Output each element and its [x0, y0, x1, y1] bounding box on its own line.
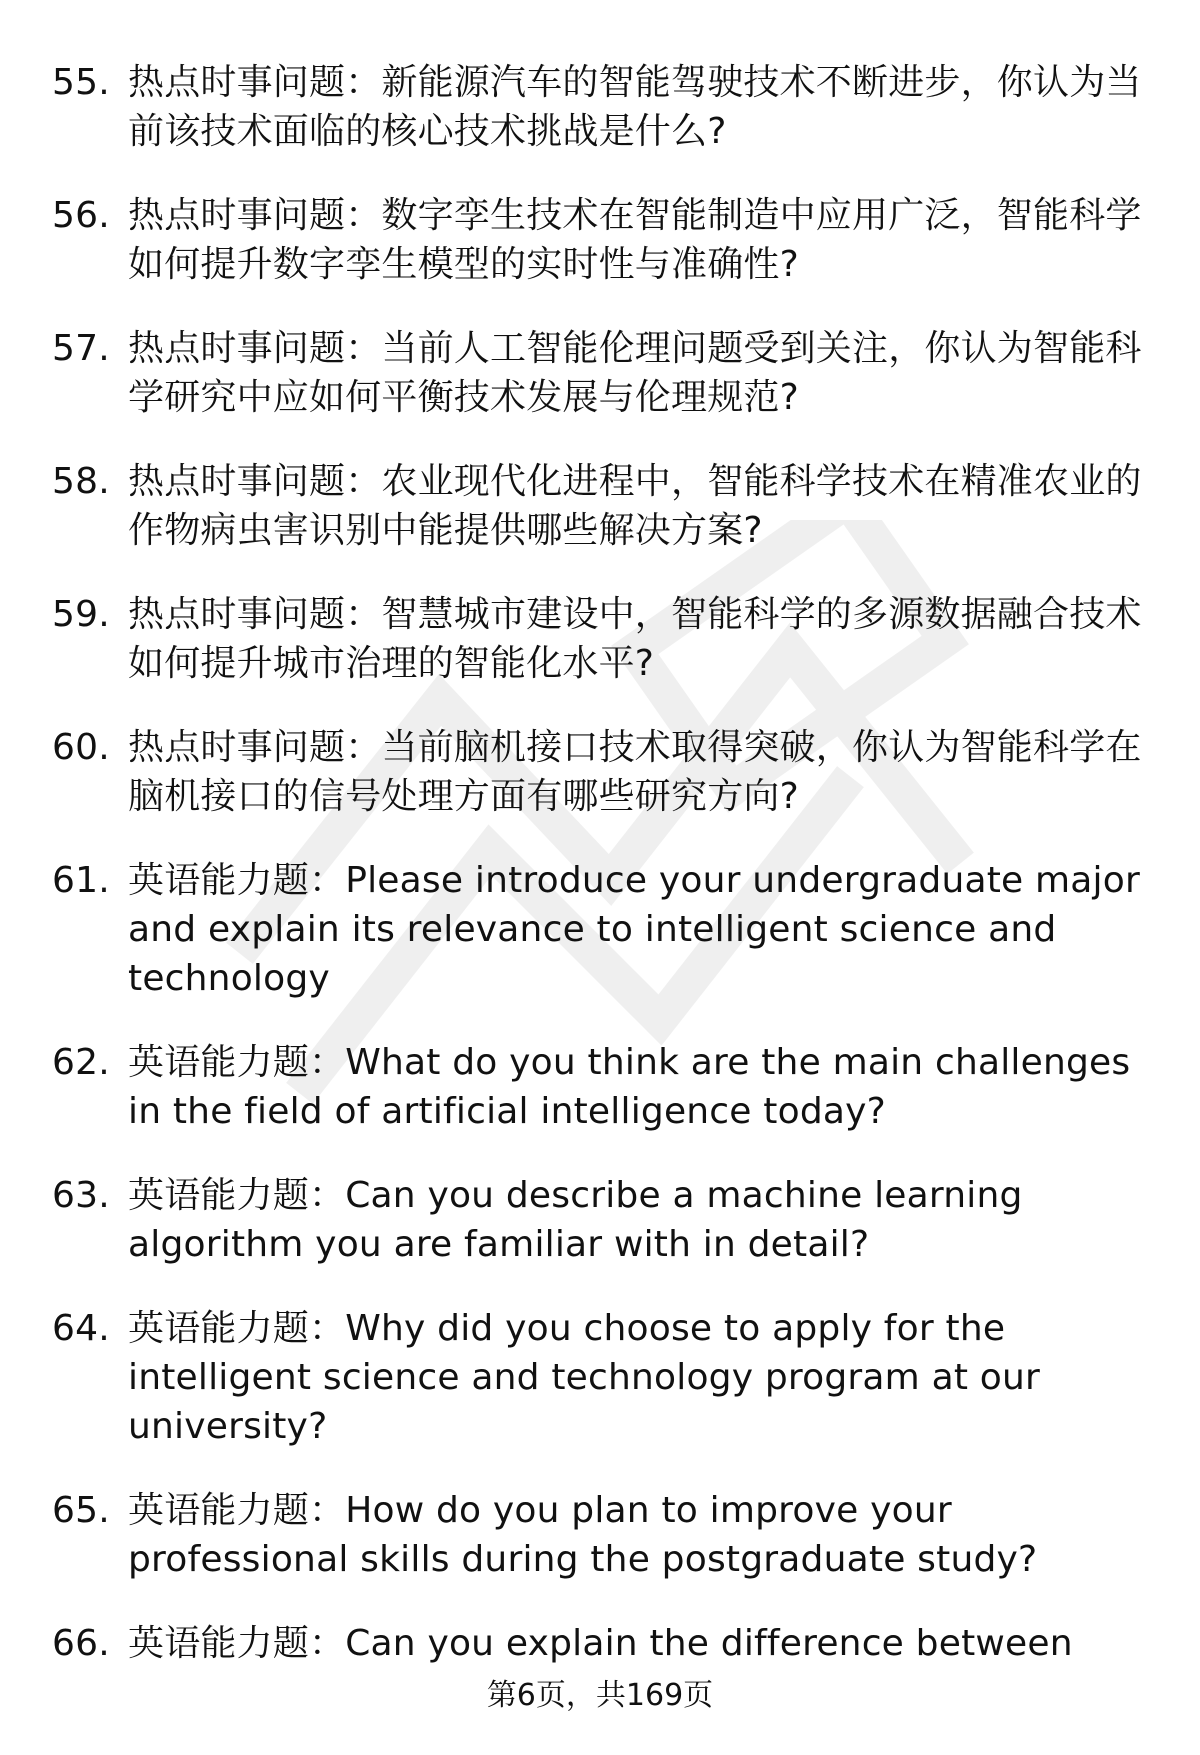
question-text: 热点时事问题：当前人工智能伦理问题受到关注，你认为智能科学研究中应如何平衡技术发展与伦理规范?: [128, 328, 1142, 418]
question-text: 英语能力题：What do you think are the main challenges in the field of artificial intelligence today?: [128, 1042, 1131, 1132]
question-item-62: [0, 1038, 1200, 1136]
question-number: 65.: [52, 1490, 110, 1531]
question-item-61: [0, 856, 1200, 1003]
question-text: 英语能力题：Please introduce your undergraduate major and explain its relevance to intelligent science and technology: [128, 860, 1140, 999]
question-text: 英语能力题：Can you explain the difference between: [128, 1623, 1073, 1664]
question-text: 英语能力题：Can you describe a machine learning algorithm you are familiar with in detail?: [128, 1175, 1023, 1265]
question-text: 英语能力题：How do you plan to improve your professional skills during the postgraduate study?: [128, 1490, 1038, 1580]
question-list: [0, 58, 1200, 1703]
question-item-55: [0, 58, 1200, 156]
question-number: 55.: [52, 62, 110, 103]
question-number: 62.: [52, 1042, 110, 1083]
question-text: 热点时事问题：当前脑机接口技术取得突破，你认为智能科学在脑机接口的信号处理方面有哪些研究方向?: [128, 727, 1142, 817]
question-item-57: [0, 324, 1200, 422]
question-text: 热点时事问题：智慧城市建设中，智能科学的多源数据融合技术如何提升城市治理的智能化水平?: [128, 594, 1142, 684]
question-text: 热点时事问题：新能源汽车的智能驾驶技术不断进步，你认为当前该技术面临的核心技术挑战是什么?: [128, 62, 1142, 152]
question-item-56: [0, 191, 1200, 289]
question-item-65: [0, 1486, 1200, 1584]
question-item-64: [0, 1304, 1200, 1451]
question-number: 56.: [52, 195, 110, 236]
page-footer: 第6页，共169页: [486, 1678, 714, 1713]
question-text: 英语能力题：Why did you choose to apply for the intelligent science and technology program at our university?: [128, 1308, 1041, 1447]
question-number: 58.: [52, 461, 110, 502]
question-item-60: [0, 723, 1200, 821]
question-item-66: [0, 1619, 1200, 1668]
question-number: 63.: [52, 1175, 110, 1216]
question-number: 61.: [52, 860, 110, 901]
question-number: 59.: [52, 594, 110, 635]
question-item-63: [0, 1171, 1200, 1269]
question-number: 60.: [52, 727, 110, 768]
question-text: 热点时事问题：农业现代化进程中，智能科学技术在精准农业的作物病虫害识别中能提供哪些解决方案?: [128, 461, 1142, 551]
question-number: 57.: [52, 328, 110, 369]
question-number: 64.: [52, 1308, 110, 1349]
question-item-59: [0, 590, 1200, 688]
question-item-58: [0, 457, 1200, 555]
question-number: 66.: [52, 1623, 110, 1664]
question-text: 热点时事问题：数字孪生技术在智能制造中应用广泛，智能科学如何提升数字孪生模型的实时性与准确性?: [128, 195, 1142, 285]
